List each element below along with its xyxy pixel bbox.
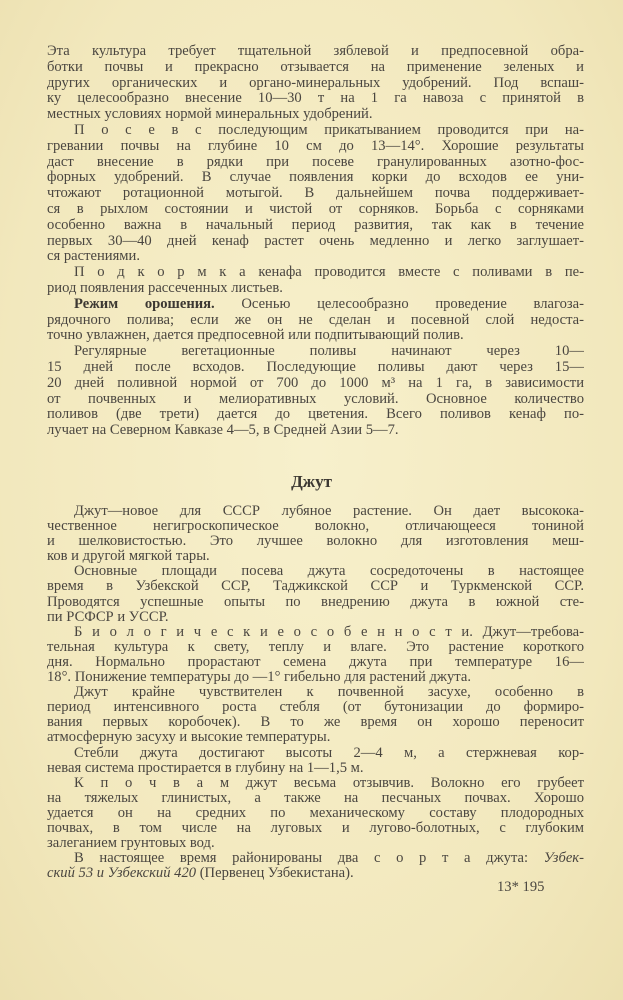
text-line: ку целесообразно внесение 10—30 т на 1 га навоза с принятой в (47, 91, 584, 107)
paragraph (47, 265, 584, 297)
italic-variety-name: ский 53 и Узбекский 420 (47, 866, 197, 882)
text-line: период интенсивного роста стебля (от бутонизации до формиро- (47, 700, 584, 716)
text-line: форных удобрений. В случае появления корки до всходов ее уни- (47, 170, 584, 186)
text-run: В настоящее время районированы два с о р т а джута: (74, 851, 544, 867)
text-line: особенно важна в начальный период развития, так как в течение (47, 217, 584, 233)
text-line: тельная культура к свету, теплу и влаге. Это растение короткого (47, 639, 584, 655)
text-line: поливов (две трети) дается до цветения. Всего поливов кенаф по- (47, 407, 584, 423)
paragraph (47, 776, 584, 851)
paragraph (47, 344, 584, 439)
paragraph (47, 685, 584, 745)
page-number: 13* 195 (497, 879, 545, 895)
text-line: Джут—новое для СССР лубяное растение. Он дает высокока- (74, 504, 584, 519)
text-line: Регулярные вегетационные поливы начинают через 10— (74, 344, 584, 360)
paragraph (47, 851, 584, 881)
text-line: залеганием грунтовых вод. (47, 836, 215, 852)
text-line: ков и другой мягкой тары. (47, 549, 210, 565)
text-run: Осенью целесообразно проведение влагоза- (214, 296, 584, 312)
text-line: ботки почвы и прекрасно отзывается на применение зеленых и (47, 59, 584, 75)
bold-run-in-heading: Режим орошения. (74, 296, 215, 312)
text-line: Джут крайне чувствителен к почвенной засухе, особенно в (74, 685, 584, 701)
paragraph (47, 564, 584, 624)
text-line: вания первых коробочек). В то же время он хорошо переносит (47, 715, 584, 731)
text-line: Стебли джута достигают высоты 2—4 м, а стержневая кор- (74, 745, 584, 761)
text-line: даст внесение в рядки при посеве гранулированных азотно-фос- (47, 154, 584, 170)
text-section-kenaf (47, 44, 584, 439)
paragraph (47, 504, 584, 564)
text-line: Основные площади посева джута сосредоточены в настоящее (74, 564, 584, 580)
text-line: чественное негигроскопическое волокно, отличающееся тониной (47, 519, 584, 535)
text-line: на тяжелых глинистых, а также на песчаных почвах. Хорошо (47, 790, 584, 806)
text-line: К п о ч в а м джут весьма отзывчив. Волокно его грубеет (74, 775, 584, 791)
text-line: атмосферную засуху и высокие температуры. (47, 730, 331, 746)
text-line: почвах, в том числе на луговых и лугово-болотных, с глубоким (47, 820, 584, 836)
text-line: точно увлажнен, дается предпосевной или подпитывающий полив. (47, 328, 464, 344)
text-line: невая система простирается в глубину на 1—1,5 м. (47, 760, 364, 776)
paragraph (47, 625, 584, 685)
text-line: лучает на Северном Кавказе 4—5, в Средней Азии 5—7. (47, 423, 399, 439)
text-section-jute (47, 504, 584, 881)
text-line: П о с е в с последующим прикатыванием проводится при на- (74, 122, 584, 138)
text-line: 18°. Понижение температуры до —1° гибельно для растений джута. (47, 670, 471, 686)
text-line: других органических и органо-минеральных удобрений. Под вспаш- (47, 75, 584, 91)
text-line: Проводятся успешные опыты по внедрению джута в южной сте- (47, 594, 584, 610)
text-line: Б и о л о г и ч е с к и е о с о б е н н о с т и. Джут—требова- (74, 624, 584, 640)
text-line: от почвенных и мелиоративных условий. Основное количество (47, 391, 584, 407)
text-line: пи РСФСР и УССР. (47, 609, 169, 625)
paragraph (47, 297, 584, 344)
paragraph (47, 746, 584, 776)
text-line: риод появления рассеченных листьев. (47, 280, 283, 296)
text-line (47, 851, 584, 866)
text-line: Эта культура требует тщательной зяблевой и предпосевной обра- (47, 44, 584, 59)
text-line: ся растениями. (47, 249, 140, 265)
text-line (47, 297, 584, 313)
text-line: первых 30—40 дней кенаф растет очень медленно и легко заглушает- (47, 233, 584, 249)
text-line: удается он на средних по механическому составу плодородных (47, 805, 584, 821)
text-line: ся в рыхлом состоянии и чистой от сорняков. Борьба с сорняками (47, 201, 584, 217)
text-line: местных условиях нормой минеральных удобрений. (47, 107, 373, 123)
text-line: время в Узбекской ССР, Таджикской ССР и Туркменской ССР. (47, 579, 584, 595)
paragraph (47, 44, 584, 123)
text-line: 15 дней после всходов. Последующие поливы дают через 15— (47, 359, 584, 375)
paragraph (47, 123, 584, 265)
italic-variety-name: Узбек- (543, 851, 584, 867)
text-line: дня. Нормально прорастают семена джута при температуре 16— (47, 654, 584, 670)
text-line: рядочного полива; если же он не сделан и посевной слой недоста- (47, 312, 584, 328)
section-heading: Джут (291, 472, 332, 491)
text-line: 20 дней поливной нормой от 700 до 1000 м³ на 1 га, в зависимости (47, 375, 584, 391)
text-line: гревании почвы на глубине 10 см до 13—14°. Хорошие результаты (47, 138, 584, 154)
text-line: чтожают ротационной мотыгой. В дальнейшем почва поддерживает- (47, 186, 584, 202)
text-line: П о д к о р м к а кенафа проводится вместе с поливами в пе- (74, 265, 584, 281)
text-line: и шелковистостью. Это лучшее волокно для изготовления меш- (47, 534, 584, 550)
text-run: (Первенец Узбекистана). (196, 866, 354, 882)
